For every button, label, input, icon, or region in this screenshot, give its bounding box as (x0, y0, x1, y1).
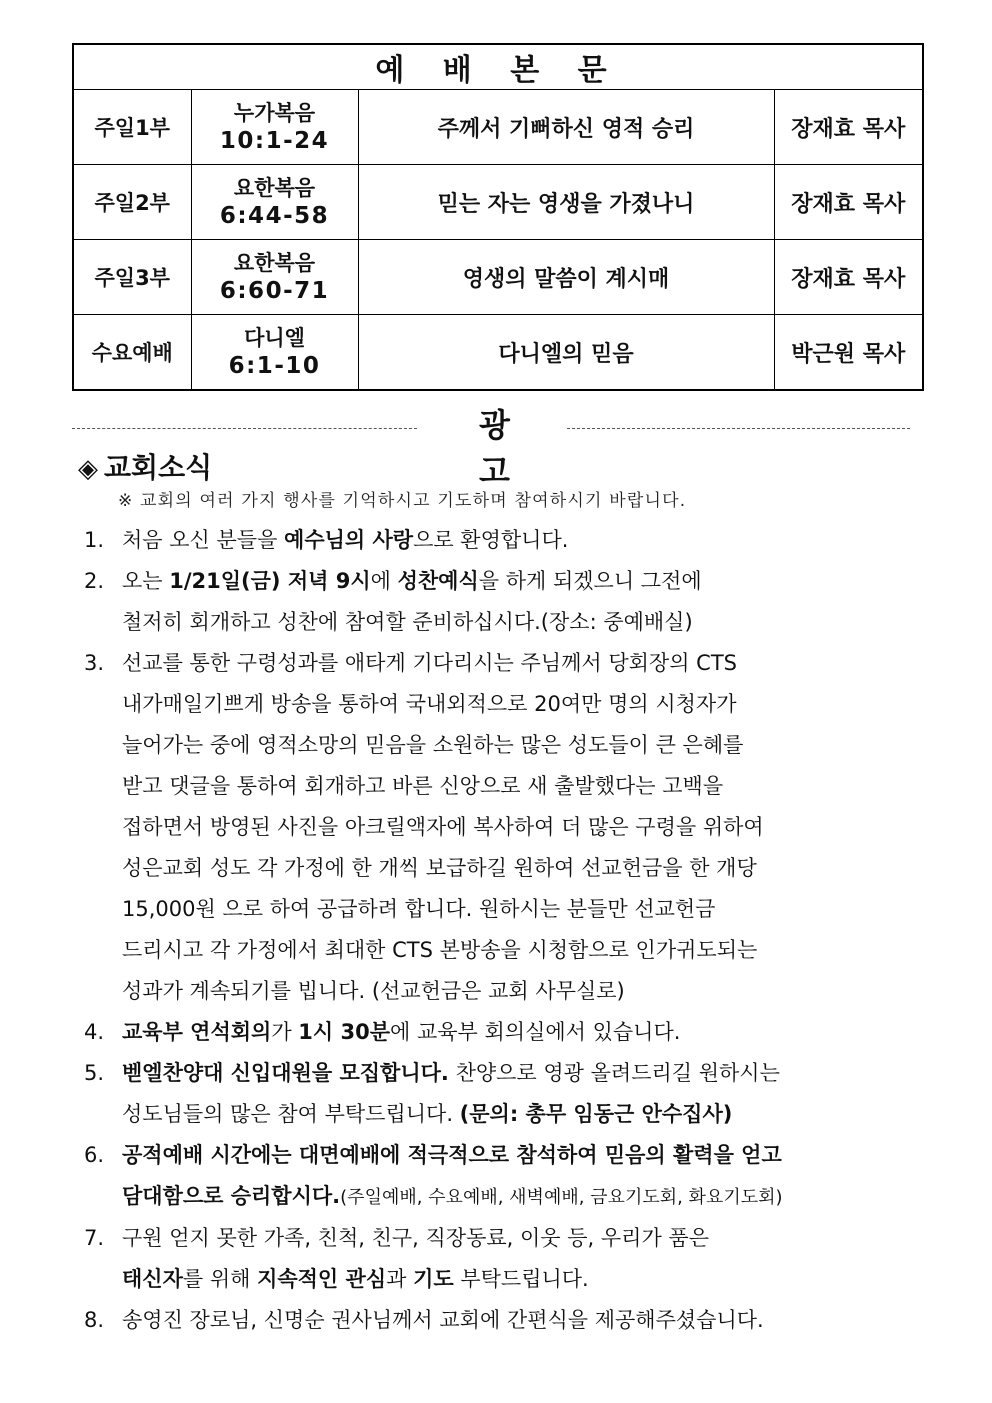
diamond-icon: ◈ (78, 454, 98, 484)
table-row (73, 315, 923, 391)
table-row (73, 240, 923, 315)
preacher: 박근원 목사 (774, 315, 923, 391)
sermon-title: 다니엘의 믿음 (358, 315, 774, 391)
list-item: 7. 구원 얻지 못한 가족, 친척, 친구, 직장동료, 이웃 등, 우리가 품은 태신자를 위해 지속적인 관심과 기도 부탁드립니다. (84, 1226, 709, 1291)
list-item: 8. 송영진 장로님, 신명순 권사님께서 교회에 간편식을 제공해주셨습니다. (84, 1308, 764, 1332)
preacher: 장재효 목사 (774, 240, 923, 315)
announcement-list (84, 520, 864, 1341)
table-row (73, 165, 923, 240)
worship-schedule-table (72, 43, 924, 391)
scripture-passage: 다니엘 6:1-10 (191, 315, 358, 391)
scripture-passage: 누가복음 10:1-24 (191, 90, 358, 165)
scripture-passage: 요한복음 6:44-58 (191, 165, 358, 240)
table-title: 예 배 본 문 (73, 44, 923, 90)
preacher: 장재효 목사 (774, 165, 923, 240)
service-name: 주일3부 (73, 240, 191, 315)
church-news-heading: ◈ 교회소식 (78, 451, 213, 484)
sermon-title: 영생의 말씀이 계시매 (358, 240, 774, 315)
list-item: 6. 공적예배 시간에는 대면예배에 적극적으로 참석하여 믿음의 활력을 얻고 담대함으로 승리합시다.(주일예배, 수요예배, 새벽예배, 금요기도회, 화요기도회) (84, 1143, 783, 1208)
sermon-title: 주께서 기뻐하신 영적 승리 (358, 90, 774, 165)
list-item: 5. 벧엘찬양대 신입대원을 모집합니다. 찬양으로 영광 올려드리길 원하시는 성도님들의 많은 참여 부탁드립니다. (문의: 총무 임동근 안수집사) (84, 1061, 780, 1126)
service-name: 수요예배 (73, 315, 191, 391)
preacher: 장재효 목사 (774, 90, 923, 165)
announcements-title: 광 고 (479, 406, 544, 490)
dashed-divider-left (72, 428, 417, 429)
list-item: 3. 선교를 통한 구령성과를 애타게 기다리시는 주님께서 당회장의 CTS 내가매일기쁘게 방송을 통하여 국내외적으로 20여만 명의 시청자가 늘어가는 중에 영적소망의 믿음을 소원하는 많은 성도들이 큰 은혜를 받고 댓글을 통하여 회개하고 바른 신앙으로 새 출발했다는 고백을 접하면서 방영된 사진을 아크릴액자에 복사하여 더 많은 구령을 위하여 성은교회 성도 각 가정에 한 개씩 보급하길 원하여 선교헌금을 한 개당 15,000원 으로 하여 공급하려 합니다. 원하시는 분들만 선교헌금 드리시고 각 가정에서 최대한 CTS 본방송을 시청함으로 인가귀도되는 성과가 계속되기를 빕니다. (선교헌금은 교회 사무실로) (84, 651, 764, 1003)
church-news-note: ※ 교회의 여러 가지 행사를 기억하시고 기도하며 참여하시기 바랍니다. (118, 491, 687, 511)
list-item: 2. 오는 1/21일(금) 저녁 9시에 성찬예식을 하게 되겠으니 그전에 철저히 회개하고 성찬에 참여할 준비하십시다.(장소: 중예배실) (84, 569, 702, 634)
list-item: 4. 교육부 연석회의가 1시 30분에 교육부 회의실에서 있습니다. (84, 1020, 681, 1044)
list-item: 1. 처음 오신 분들을 예수님의 사랑으로 환영합니다. (84, 528, 569, 552)
dashed-divider-right (567, 428, 910, 429)
scripture-passage: 요한복음 6:60-71 (191, 240, 358, 315)
service-name: 주일1부 (73, 90, 191, 165)
service-name: 주일2부 (73, 165, 191, 240)
sermon-title: 믿는 자는 영생을 가졌나니 (358, 165, 774, 240)
table-row (73, 90, 923, 165)
